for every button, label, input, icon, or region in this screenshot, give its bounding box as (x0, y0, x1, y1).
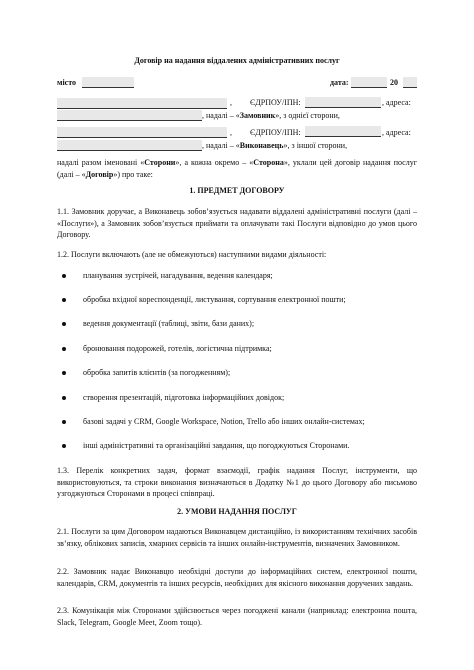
list-item: обробка вхідної кореспонденції, листування, сортування електронної пошти; (83, 295, 346, 304)
party1-code-field[interactable] (305, 97, 381, 108)
party2-code-label: ЄДРПОУ/ІПН: (250, 128, 301, 137)
bullet-icon (62, 274, 66, 278)
party1-address-label: , адреса: (382, 98, 411, 107)
city-label: місто (57, 78, 77, 87)
date-year: 20 (390, 78, 398, 87)
party1-code-label: ЄДРПОУ/ІПН: (250, 98, 301, 107)
clause-1-1: 1.1. Замовник доручає, а Виконавець зобов’язується надавати віддалені адміністративні послуги (далі – «Послуги»), а Замовник зобов’язується приймати та оплачувати такі Послуги відповідно до умов цього Договору. (57, 207, 417, 239)
date-field[interactable] (351, 77, 387, 88)
party1-address-field[interactable] (57, 110, 202, 121)
bullet-icon (62, 396, 66, 400)
document-title: Договір на надання віддалених адміністративних послуг (134, 56, 340, 65)
clause-2-3: 2.3. Комунікація між Сторонами здійснюється через погоджені канали (наприклад: електронна пошта, Slack, Telegram, Google Meet, Zoom тощо). (57, 606, 417, 627)
intro-paragraph: надалі разом іменовані «Сторони», а кожна окремо – «Сторона», уклали цей договір надання послуг (далі – «Договір») про таке: (57, 158, 418, 179)
clause-1-3: 1.3. Перелік конкретних задач, формат взаємодії, графік надання Послуг, інструменти, що використовуються, та строки виконання визначаються в Додатку №1 до цього Договору або письмово узгоджуються Сторонами в процесі співпраці. (57, 466, 417, 498)
list-item: обробка запитів клієнтів (за погодженням); (83, 368, 231, 377)
party2-role: Виконавець (239, 141, 284, 150)
clause-1-2: 1.2. Послуги включають (але не обмежуються) наступними видами діяльності: (57, 250, 327, 259)
list-item: інші адміністративні та організаційні завдання, що погоджуються Сторонами. (83, 441, 350, 450)
party1-comma: , (230, 98, 232, 107)
section2-heading: 2. УМОВИ НАДАННЯ ПОСЛУГ (177, 507, 297, 516)
section1-heading: 1. ПРЕДМЕТ ДОГОВОРУ (189, 186, 285, 195)
bullet-icon (62, 420, 66, 424)
bullet-icon (62, 371, 66, 375)
list-item: бронювання подорожей, готелів, логістична підтримка; (83, 344, 272, 353)
party2-code-field[interactable] (305, 126, 381, 137)
party1-role-line: , надалі – «Замовник», з однієї сторони, (202, 111, 340, 120)
date-label: дата: (330, 78, 349, 87)
bullet-icon (62, 444, 66, 448)
party2-comma: , (230, 128, 232, 137)
clause-2-1: 2.1. Послуги за цим Договором надаються Виконавцем дистанційно, із використанням технічних засобів зв’язку, облікових записів, хмарних сервісів та інших онлайн-інструментів, визначених Замовником. (57, 527, 417, 548)
list-item: базові задачі у CRM, Google Workspace, Notion, Trello або інших онлайн-системах; (83, 417, 365, 426)
party1-role: Замовник (239, 111, 276, 120)
party2-name-field[interactable] (57, 127, 227, 138)
list-item: ведення документації (таблиці, звіти, бази даних); (83, 319, 255, 328)
party2-role-line: , надалі – «Виконавець», з іншої сторони, (202, 141, 348, 150)
party2-address-label: , адреса: (382, 128, 411, 137)
list-item: планування зустрічей, нагадування, ведення календаря; (83, 271, 273, 280)
city-field[interactable] (82, 77, 134, 88)
bullet-icon (62, 322, 66, 326)
party1-name-field[interactable] (57, 98, 227, 109)
bullet-icon (62, 298, 66, 302)
bullet-icon (62, 347, 66, 351)
party2-address-field[interactable] (57, 140, 202, 151)
clause-2-2: 2.2. Замовник надає Виконавцю необхідні доступи до інформаційних систем, електронної пошти, календарів, CRM, документів та інших ресурсів, необхідних для якісного виконання доручених завдань. (57, 567, 417, 588)
year-field[interactable] (403, 77, 417, 88)
list-item: створення презентацій, підготовка інформаційних довідок; (83, 393, 285, 402)
